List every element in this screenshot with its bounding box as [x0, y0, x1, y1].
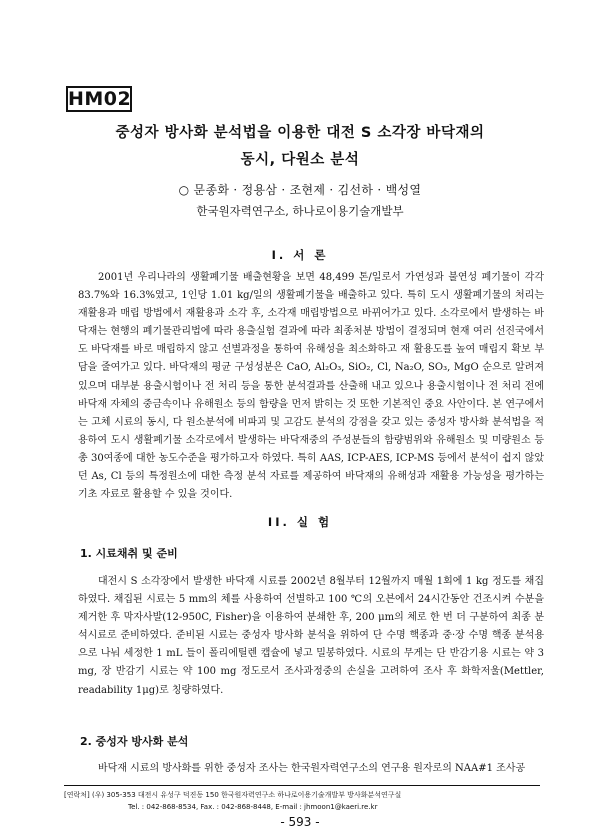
contact-address: [연락처] (우) 305-353 대전시 유성구 덕진동 150 한국원자력연구소 하나로이용기술개발부 방사화분석연구실 [64, 791, 402, 799]
naa-paragraph: 바닥재 시료의 방사화를 위한 중성자 조사는 한국원자력연구소의 연구용 원자로의 NAA#1 조사공 [98, 763, 526, 774]
contact-footer [64, 785, 540, 813]
page-number: - 593 - [280, 815, 320, 829]
contact-phone-email: Tel. : 042-868-8534, Fax. : 042-868-8448, E-mail : jhmoon1@kaeri.re.kr [128, 803, 378, 811]
section-heading-experiment: II. 실 험 [267, 515, 333, 529]
sample-preparation-paragraph: 대전시 S 소각장에서 발생한 바닥재 시료를 2002년 8월부터 12월까지 매월 1회에 1 kg 정도를 채집하였다. 채집된 시료는 5 mm의 체를 사용하여 선별하고 100 ℃의 오븐에서 24시간동안 건조시켜 수분을 제거한 후 막자사발(12-950C, Fisher)을 이용하여 분쇄한 후, 200 μm의 체로 한 번 더 구분하여 최종 분석시료로 준비하였다. 준비된 시료는 중성자 방사화 분석을 위하여 단 수명 핵종과 중·장 수명 핵종 분석용으로 나눠 세정한 1 mL 들이 폴리에틸렌 캡슐에 넣고 밀봉하였다. 시료의 무게는 단 반감기용 시료는 약 3 mg, 장 반감기 시료는 약 100 mg 정도로서 조사과정중의 손실을 고려하여 조사 후 화학저울(Mettler, readability 1μg)로 칭량하였다. [78, 576, 544, 696]
paper-title-line-1: 중성자 방사화 분석법을 이용한 대전 S 소각장 바닥재의 [115, 125, 485, 141]
paper-code-box: HM02 [68, 88, 132, 110]
subsection-heading-sample-preparation: 1. 시료채취 및 준비 [80, 547, 178, 560]
paper-title-line-2: 동시, 다원소 분석 [240, 152, 360, 168]
affiliation: 한국원자력연구소, 하나로이용기술개발부 [196, 204, 404, 218]
author-list: ○ 문종화 · 정용삼 · 조현제 · 김선하 · 백성열 [178, 183, 422, 197]
section-heading-introduction: I. 서 론 [271, 248, 329, 262]
introduction-paragraph: 2001년 우리나라의 생활폐기물 배출현황을 보면 48,499 톤/일로서 가연성과 불연성 폐기물이 각각 83.7%와 16.3%였고, 1인당 1.01 kg/일의 생활폐기물을 배출하고 있다. 특히 도시 생활폐기물의 처리는 재활용과 매립 방법에서 재활용과 소각 후, 소각재 매립방법으로 바뀌어가고 있다. 소각로에서 발생하는 바닥재는 현행의 폐기물관리법에 따라 용출실험 결과에 따라 최종처분 방법이 결정되며 현재 여러 선진국에서도 바닥재를 바로 매립하지 않고 선별과정을 통하여 유해성을 최소화하고 재 활용도를 높여 매립지 확보 부담을 줄여가고 있다. 바닥재의 평균 구성성분은 CaO, Al₂O₃, SiO₂, Cl, Na₂O, SO₃, MgO 순으로 알려져 있으며 대부분 용출시험이나 전 처리 등을 통한 분석결과를 산출해 내고 있으나 용출시험이나 전 처리 전에 바닥재 자체의 중금속이나 유해원소 등의 함량을 먼저 밝히는 것 또한 기본적인 중요 사안이다. 본 연구에서는 고체 시료의 동시, 다 원소분석에 비파괴 및 고감도 분석의 강점을 갖고 있는 중성자 방사화 분석법을 적용하여 도시 생활폐기물 소각로에서 발생하는 바닥재중의 주성분들의 함량범위와 유해원소 및 미량원소 등 총 30여종에 대한 농도수준을 평가하고자 하였다. 특히 AAS, ICP-AES, ICP-MS 등에서 분석이 쉽지 않았던 As, Cl 등의 특정원소에 대한 측정 분석 자료를 제공하여 바닥재의 유해성과 재활용 가능성을 평가하는 기초 자료로 활용할 수 있을 것이다. [78, 272, 544, 501]
subsection-heading-naa: 2. 중성자 방사화 분석 [80, 735, 189, 748]
